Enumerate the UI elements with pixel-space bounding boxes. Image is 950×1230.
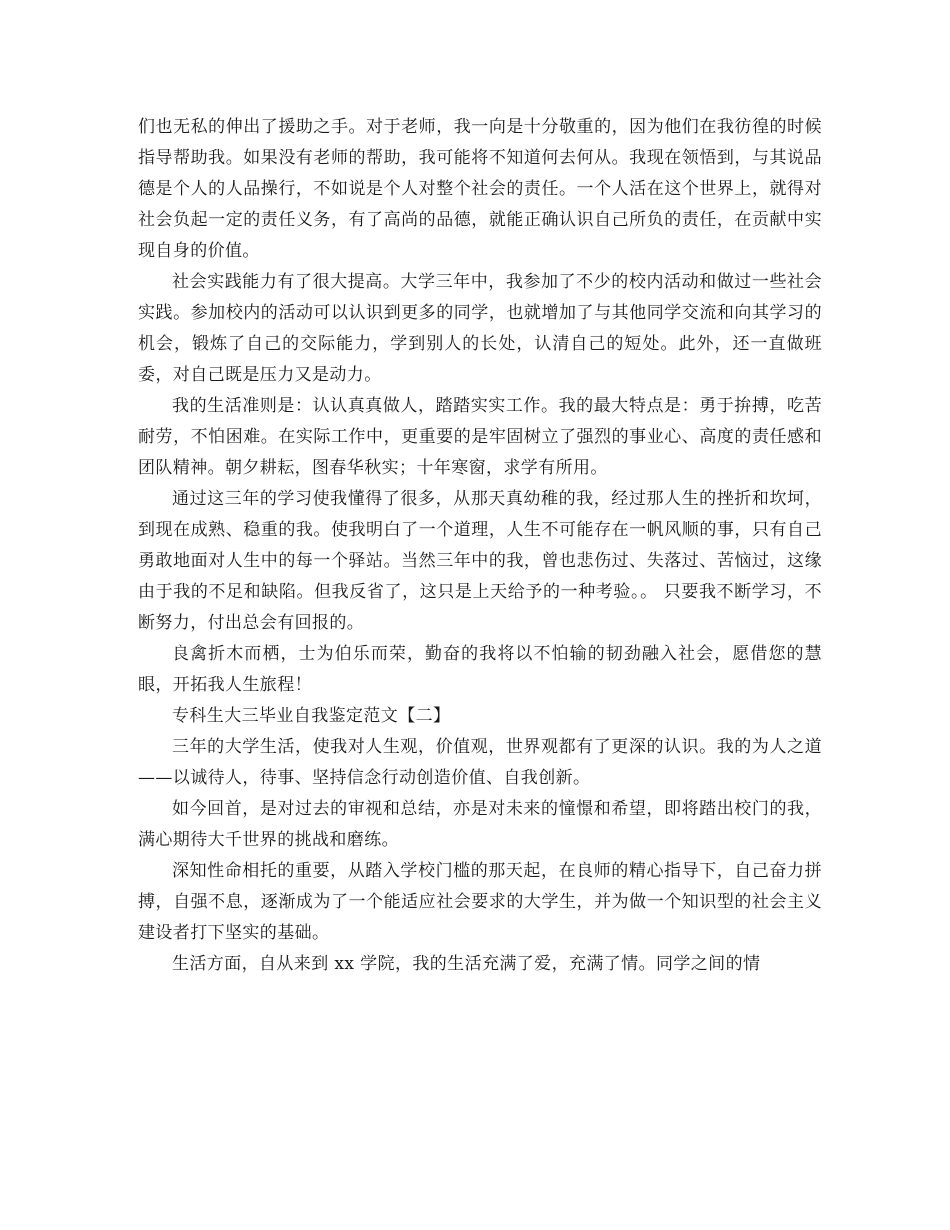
paragraph-life-aspect: 生活方面，自从来到 xx 学院，我的生活充满了爱，充满了情。同学之间的情 (172, 954, 761, 974)
document-body (138, 112, 822, 980)
paragraph-looking-back: 如今回首，是对过去的审视和总结，亦是对未来的憧憬和希望，即将踏出校门的我，满心期待大千世界的挑战和磨练。 (138, 799, 822, 850)
paragraph-worldview: 三年的大学生活，使我对人生观，价值观，世界观都有了更深的认识。我的为人之道——以诚待人，待事、坚持信念行动创造价值、自我创新。 (138, 737, 822, 788)
paragraph-continuation: 们也无私的伸出了援助之手。对于老师，我一向是十分敬重的，因为他们在我彷徨的时候指导帮助我。如果没有老师的帮助，我可能将不知道何去何从。我现在领悟到，与其说品德是个人的人品操行，不如说是个人对整个社会的责任。一个人活在这个世界上，就得对社会负起一定的责任义务，有了高尚的品德，就能正确认识自己所负的责任，在贡献中实现自身的价值。 (138, 117, 822, 261)
paragraph-three-years-learning: 通过这三年的学习使我懂得了很多，从那天真幼稚的我，经过那人生的挫折和坎坷，到现在成熟、稳重的我。使我明白了一个道理，人生不可能存在一帆风顺的事，只有自己勇敢地面对人生中的每一个驿站。当然三年中的我，曾也悲伤过、失落过、苦恼过，这缘由于我的不足和缺陷。但我反省了，这只是上天给予的一种考验。。 只要我不断学习，不断努力，付出总会有回报的。 (138, 489, 822, 633)
paragraph-social-practice: 社会实践能力有了很大提高。大学三年中，我参加了不少的校内活动和做过一些社会实践。参加校内的活动可以认识到更多的同学，也就增加了与其他同学交流和向其学习的机会，锻炼了自己的交际能力，学到别人的长处，认清自己的短处。此外，还一直做班委，对自己既是压力又是动力。 (138, 272, 822, 385)
paragraph-closing: 良禽折木而栖，士为伯乐而荣，勤奋的我将以不怕输的韧劲融入社会，愿借您的慧眼，开拓我人生旅程！ (138, 644, 822, 695)
paragraph-life-principles: 我的生活准则是：认认真真做人，踏踏实实工作。我的最大特点是：勇于拚搏，吃苦耐劳，不怕困难。在实际工作中，更重要的是牢固树立了强烈的事业心、高度的责任感和团队精神。朝夕耕耘，图春华秋实；十年寒窗，求学有所用。 (138, 396, 822, 478)
section-heading: 专科生大三毕业自我鉴定范文【二】 (172, 706, 451, 726)
paragraph-self-improvement: 深知性命相托的重要，从踏入学校门槛的那天起，在良师的精心指导下，自己奋力拼搏，自强不息，逐渐成为了一个能适应社会要求的大学生，并为做一个知识型的社会主义建设者打下坚实的基础。 (138, 861, 822, 943)
